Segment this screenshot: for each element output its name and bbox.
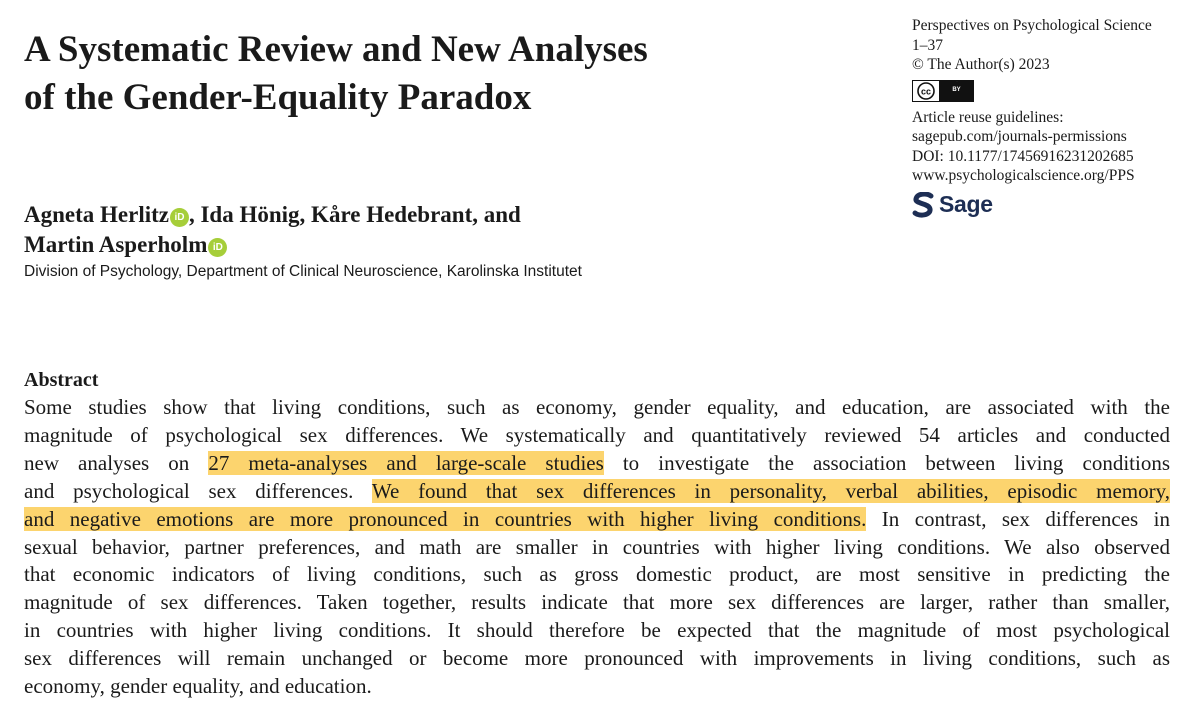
abstract-body bbox=[24, 394, 1170, 701]
title-line-1: A Systematic Review and New Analyses bbox=[24, 29, 648, 70]
abstract-line: Some studies show that living conditions, such as economy, gender equality, and education, are associated with the bbox=[24, 395, 1170, 419]
orcid-icon[interactable]: iD bbox=[208, 238, 227, 257]
author-asperholm: Martin Asperholm bbox=[24, 232, 208, 257]
title-line-2: of the Gender-Equality Paradox bbox=[24, 77, 532, 118]
abstract-line: economy, gender equality, and education. bbox=[24, 674, 372, 699]
abstract-line: sexual behavior, partner preferences, and math are smaller in countries with higher living conditions. We also observed bbox=[24, 534, 1170, 559]
abstract-line bbox=[24, 478, 1170, 506]
sage-logo-text: Sage bbox=[939, 190, 993, 217]
abstract-line: magnitude of sex differences. Taken together, results indicate that more sex differences are larger, rather than smaller, bbox=[24, 590, 1170, 615]
article-title bbox=[24, 26, 844, 122]
page-range: 1–37 bbox=[912, 36, 943, 54]
author-herlitz: Agneta Herlitz bbox=[24, 202, 169, 227]
abstract-line bbox=[24, 450, 1170, 478]
sage-logo-icon bbox=[912, 192, 934, 218]
orcid-icon[interactable]: iD bbox=[170, 208, 189, 227]
abstract-line: in countries with higher living conditions. It should therefore be expected that the magnitude of most psychological bbox=[24, 618, 1170, 643]
author-line-1 bbox=[24, 200, 724, 230]
text-run: new analyses on bbox=[24, 450, 209, 475]
creative-commons-icon bbox=[913, 81, 940, 101]
reuse-guidelines-label: Article reuse guidelines: bbox=[912, 108, 1064, 126]
highlighted-text: 27 meta-analyses and large-scale studies bbox=[208, 450, 604, 475]
cc-text: cc bbox=[920, 85, 932, 96]
journal-name: Perspectives on Psychological Science bbox=[912, 17, 1152, 34]
attribution-icon bbox=[940, 81, 973, 101]
abstract-heading: Abstract bbox=[24, 369, 99, 391]
doi[interactable]: DOI: 10.1177/17456916231202685 bbox=[912, 147, 1134, 165]
journal-info bbox=[912, 16, 1192, 218]
copyright: © The Author(s) 2023 bbox=[912, 56, 1050, 73]
text-run: to investigate the association between living conditions bbox=[603, 450, 1170, 475]
journal-site-link[interactable]: www.psychologicalscience.org/PPS bbox=[912, 167, 1135, 184]
highlighted-text: and negative emotions are more pronounced in countries with higher living conditions. bbox=[24, 506, 867, 531]
other-authors: , Ida Hönig, Kåre Hedebrant, and bbox=[188, 202, 521, 227]
highlighted-text: We found that sex differences in personality, verbal abilities, episodic memory, bbox=[371, 478, 1170, 503]
sage-logo[interactable] bbox=[912, 192, 1192, 218]
reuse-guidelines-link[interactable]: sagepub.com/journals-permissions bbox=[912, 128, 1127, 145]
by-label: BY bbox=[952, 87, 961, 93]
text-run: and psychological sex differences. bbox=[24, 478, 372, 503]
author-list bbox=[24, 200, 724, 260]
abstract-line: that economic indicators of living conditions, such as gross domestic product, are most sensitive in predicting the bbox=[24, 562, 1170, 587]
affiliation: Division of Psychology, Department of Clinical Neuroscience, Karolinska Institutet bbox=[24, 263, 582, 280]
abstract-line: sex differences will remain unchanged or become more pronounced with improvements in living conditions, such as bbox=[24, 646, 1170, 671]
abstract-line bbox=[24, 506, 1170, 534]
text-run: In contrast, sex differences in bbox=[866, 506, 1170, 531]
cc-by-license-badge[interactable] bbox=[912, 80, 974, 102]
author-line-2 bbox=[24, 230, 724, 260]
abstract-line: magnitude of psychological sex differences. We systematically and quantitatively reviewed 54 articles and conducted bbox=[24, 422, 1170, 447]
